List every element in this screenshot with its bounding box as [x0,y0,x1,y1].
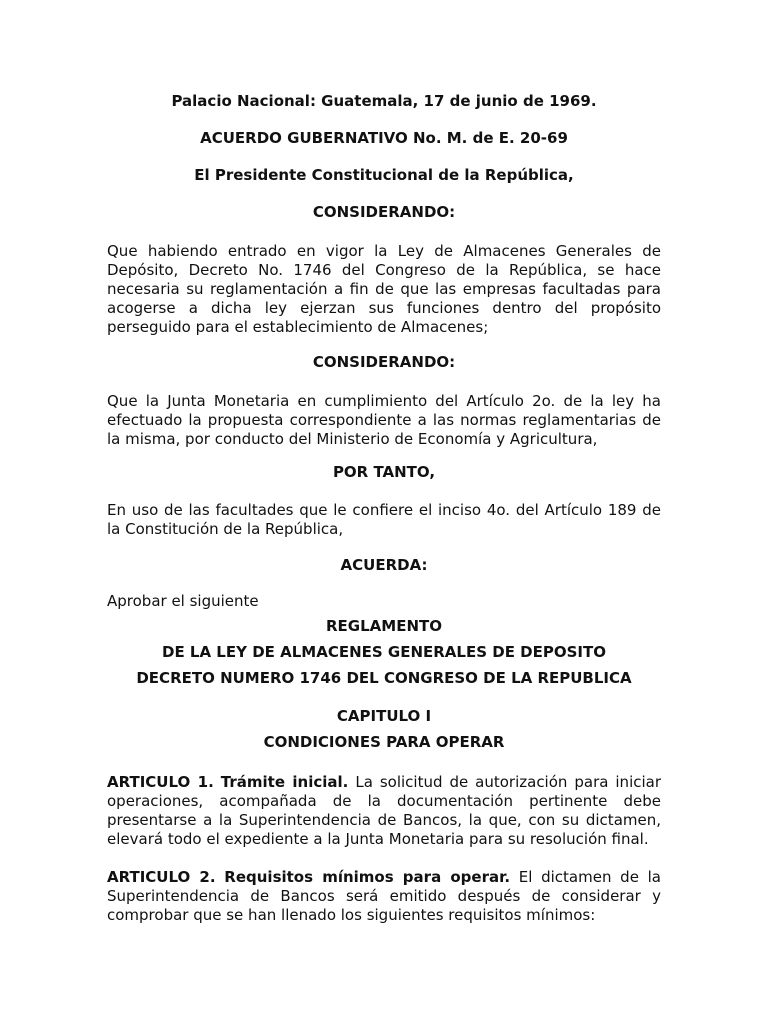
acuerda-heading: ACUERDA: [340,556,428,574]
articulo-2-title: Requisitos mínimos para operar. [224,868,511,886]
acuerdo-title: ACUERDO GUBERNATIVO No. M. de E. 20-69 [200,129,568,147]
reglamento-decreto: DECRETO NUMERO 1746 DEL CONGRESO DE LA REPUBLICA [136,669,632,687]
considerando-2-heading: CONSIDERANDO: [312,353,456,371]
considerando-1-heading: CONSIDERANDO: [312,203,456,221]
place-date-line: Palacio Nacional: Guatemala, 17 de junio de 1969. [171,92,597,110]
considerando-2-text: Que la Junta Monetaria en cumplimiento del Artículo 2o. de la ley ha efectuado la propuesta correspondiente a las normas reglamentarias de la misma, por conducto del Ministerio de Economía y Agricultura, [107,392,661,448]
por-tanto-heading: POR TANTO, [332,463,436,481]
document-page [107,90,661,925]
capitulo-number: CAPITULO I [336,707,432,725]
por-tanto-text: En uso de las facultades que le confiere el inciso 4o. del Artículo 189 de la Constitución de la República, [107,501,661,538]
reglamento-title: REGLAMENTO [326,617,442,635]
articulo-1-title: Trámite inicial. [220,773,349,791]
articulo-1-text: La solicitud de autorización para iniciar operaciones, acompañada de la documentación pertinente debe presentarse a la Superintendencia de Bancos, la que, con su dictamen, elevará todo el expediente a la Junta Monetaria para su resolución final. [107,773,662,848]
capitulo-title: CONDICIONES PARA OPERAR [263,733,505,751]
articulo-2-label: ARTICULO 2. [107,868,216,886]
considerando-1-text: Que habiendo entrado en vigor la Ley de Almacenes Generales de Depósito, Decreto No. 1746 del Congreso de la República, se hace necesaria su reglamentación a fin de que las empresas facultadas para acogerse a dicha ley ejerzan sus funciones dentro del propósito perseguido para el establecimiento de Almacenes; [107,242,661,336]
articulo-1 [107,773,661,849]
articulo-2 [107,868,661,925]
articulo-2-text: El dictamen de la Superintendencia de Bancos será emitido después de considerar y comprobar que se han llenado los siguientes requisitos mínimos: [107,868,661,924]
president-line: El Presidente Constitucional de la República, [194,166,574,184]
articulo-1-label: ARTICULO 1. [107,773,214,791]
acuerda-text: Aprobar el siguiente [107,592,259,610]
reglamento-subtitle: DE LA LEY DE ALMACENES GENERALES DE DEPOSITO [162,643,606,661]
